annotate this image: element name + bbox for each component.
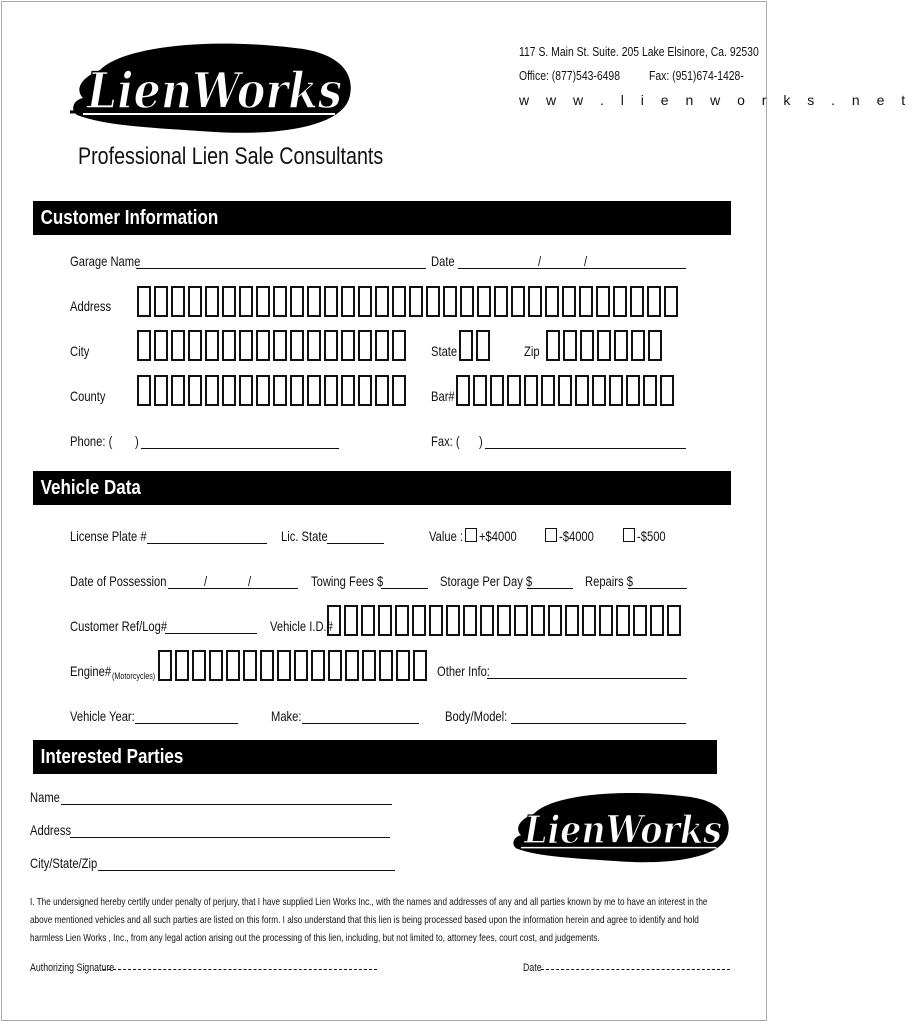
party-city-state-zip-label: City/State/Zip xyxy=(30,855,98,871)
motorcycles-note: (Motorcycles) xyxy=(112,671,156,681)
party-address-field[interactable] xyxy=(70,837,390,838)
lic-state-field[interactable] xyxy=(327,543,384,544)
value-option-label: -$500 xyxy=(637,528,666,544)
address-boxes[interactable] xyxy=(137,286,678,317)
county-label: County xyxy=(70,388,106,404)
state-label: State xyxy=(431,343,458,359)
certification-text: I. The undersigned hereby certify under penalty of perjury, that I have supplied Lien Works Inc., with the names and addresses of any and all parties known by me to have an interest in the above mentioned vehicles and all such parties are listed on this form. I also understand that this lien is being processed based upon the information herein and agree to identify and hold harmless Lien Works , Inc., from any legal action arising out the processing of this lien, including, but not limited to, attorney fees, court cost, and judgements. xyxy=(30,896,708,944)
date-field[interactable] xyxy=(458,268,686,269)
party-city-state-zip-field[interactable] xyxy=(98,870,395,871)
date-label: Date xyxy=(431,253,455,269)
customer-ref-label: Customer Ref/Log# xyxy=(70,618,168,634)
authorizing-signature-field[interactable] xyxy=(103,969,377,970)
authorizing-signature-label: Authorizing Signature xyxy=(30,962,115,974)
company-fax: Fax: (951)674-1428- xyxy=(649,68,744,83)
phone-paren-close: ) xyxy=(135,433,139,449)
company-address: 117 S. Main St. Suite. 205 Lake Elsinore, Ca. 92530 xyxy=(519,44,759,59)
state-boxes[interactable] xyxy=(459,330,490,361)
lic-state-label: Lic. State xyxy=(281,528,328,544)
company-office-phone: Office: (877)543-6498 xyxy=(519,68,620,83)
section-vehicle-data: Vehicle Data xyxy=(33,471,731,505)
county-boxes[interactable] xyxy=(137,375,406,406)
license-plate-field[interactable] xyxy=(147,543,267,544)
zip-label: Zip xyxy=(524,343,540,359)
signature-date-field[interactable] xyxy=(541,969,730,970)
vehicle-id-label: Vehicle I.D.# xyxy=(270,618,333,634)
date-slash: / xyxy=(204,573,208,589)
other-info-label: Other Info: xyxy=(437,663,490,679)
fax-paren-close: ) xyxy=(479,433,483,449)
body-model-label: Body/Model: xyxy=(445,708,508,724)
make-label: Make: xyxy=(271,708,302,724)
value-checkbox-minus-500[interactable] xyxy=(623,528,635,542)
vehicle-year-label: Vehicle Year: xyxy=(70,708,135,724)
phone-label: Phone: ( xyxy=(70,433,113,449)
customer-ref-field[interactable] xyxy=(165,633,257,634)
make-field[interactable] xyxy=(302,723,419,724)
party-name-field[interactable] xyxy=(61,804,392,805)
date-of-possession-label: Date of Possession xyxy=(70,573,167,589)
city-label: City xyxy=(70,343,90,359)
bar-boxes[interactable] xyxy=(456,375,674,406)
towing-fees-field[interactable] xyxy=(381,588,428,589)
engine-boxes[interactable] xyxy=(158,650,427,681)
license-plate-label: License Plate # xyxy=(70,528,147,544)
svg-text:LienWorks: LienWorks xyxy=(523,807,723,853)
value-option-label: -$4000 xyxy=(559,528,594,544)
repairs-label: Repairs $ xyxy=(585,573,633,589)
towing-fees-label: Towing Fees $ xyxy=(311,573,384,589)
storage-per-day-label: Storage Per Day $ xyxy=(440,573,533,589)
value-checkbox-minus-4000[interactable] xyxy=(545,528,557,542)
zip-boxes[interactable] xyxy=(546,330,662,361)
garage-name-field[interactable] xyxy=(136,268,426,269)
party-name-label: Name xyxy=(30,789,60,805)
other-info-field[interactable] xyxy=(487,678,687,679)
date-slash: / xyxy=(538,253,542,269)
repairs-field[interactable] xyxy=(628,588,687,589)
engine-label: Engine# xyxy=(70,663,112,679)
value-option-label: +$4000 xyxy=(479,528,517,544)
value-label: Value : xyxy=(429,528,464,544)
lienworks-logo xyxy=(507,790,732,868)
date-of-possession-field[interactable] xyxy=(168,588,298,589)
phone-field[interactable] xyxy=(141,448,339,449)
bar-label: Bar# xyxy=(431,388,455,404)
fax-field[interactable] xyxy=(485,448,686,449)
svg-text:LienWorks: LienWorks xyxy=(85,61,342,120)
date-slash: / xyxy=(248,573,252,589)
body-model-field[interactable] xyxy=(511,723,686,724)
date-slash: / xyxy=(584,253,588,269)
party-address-label: Address xyxy=(30,822,72,838)
storage-per-day-field[interactable] xyxy=(527,588,573,589)
address-label: Address xyxy=(70,298,112,314)
section-customer-information: Customer Information xyxy=(33,201,731,235)
signature-date-label: Date xyxy=(523,962,542,974)
company-tagline: Professional Lien Sale Consultants xyxy=(78,143,384,170)
company-website: w w w . l i e n w o r k s . n e t xyxy=(519,92,912,108)
section-interested-parties: Interested Parties xyxy=(33,740,717,774)
value-checkbox-plus-4000[interactable] xyxy=(465,528,477,542)
fax-label: Fax: ( xyxy=(431,433,460,449)
garage-name-label: Garage Name xyxy=(70,253,141,269)
vehicle-year-field[interactable] xyxy=(135,723,238,724)
city-boxes[interactable] xyxy=(137,330,406,361)
lienworks-logo xyxy=(65,40,355,140)
vehicle-id-boxes[interactable] xyxy=(327,605,681,636)
